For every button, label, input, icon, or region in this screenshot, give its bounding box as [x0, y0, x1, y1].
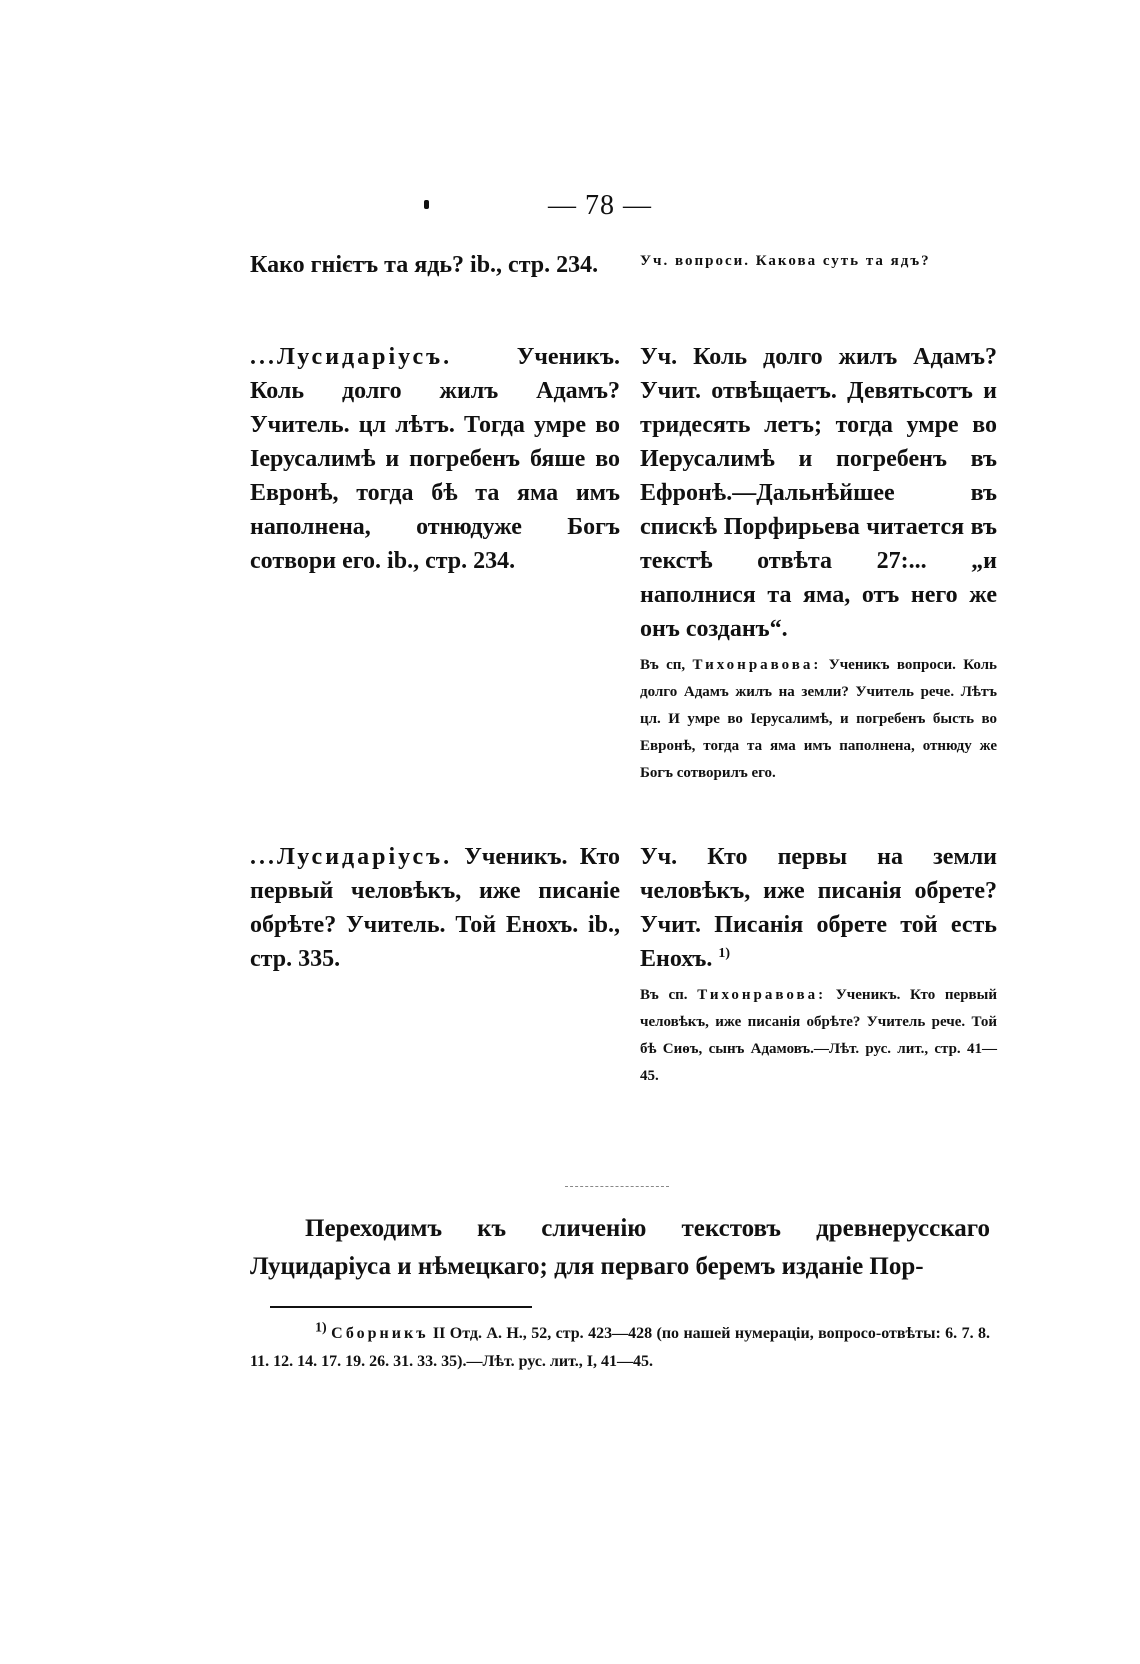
block-3-left-heading: ...Лусидаріусъ. — [250, 844, 453, 870]
page-number: — 78 — — [548, 190, 652, 221]
block-1-left — [250, 248, 620, 282]
block-3-note-author: Тихонравова: — [697, 987, 827, 1003]
footnote-text: II Отд. А. Н., 52, стр. 423—428 (по нашей нумераціи, вопросо-отвѣты: 6. 7. 8. 11. 12. 14. 17. 19. 26. 31. 33. 35).—Лѣт. рус. лит., I, 41—45. — [250, 1325, 991, 1370]
block-3-left-text — [250, 840, 620, 976]
block-2-right-text: Уч. Коль долго жилъ Адамъ? Учит. отвѣщаетъ. Девятьсотъ и тридесять летъ; тогда умре во Иерусалимѣ и погребенъ въ Ефронѣ.—Дальнѣйшее въ спискѣ Порфирьева читается въ текстѣ отвѣта 27:... „и наполнися та яма, отъ него же онъ созданъ“. — [640, 344, 997, 642]
block-3-left — [250, 840, 620, 976]
footnote-marker: 1) — [315, 1320, 327, 1336]
block-1-left-text: Како гнієтъ та ядь? ib., стр. 234. — [250, 252, 599, 278]
block-3-right-text — [640, 840, 997, 976]
block-2-note-body: Ученикъ вопроси. Коль долго Адамъ жилъ на земли? Учитель рече. Лѣтъ цл. И умре во Іерусалимѣ, и погребенъ бысть во Евронѣ, тогда та яма имъ паполнена, отнюду же Богъ сотворилъ его. — [640, 657, 997, 781]
block-3-note-body: Ученикъ. Кто первый человѣкъ, иже писанія обрѣте? Учитель рече. Той бѣ Сиѳъ, сынъ Адамовъ.—Лѣт. рус. лит., стр. 41—45. — [640, 987, 997, 1084]
footnote-source: Сборникъ — [331, 1325, 429, 1342]
footnote-reference: 1) — [718, 946, 730, 961]
block-2-left-text — [250, 340, 620, 578]
continuation-paragraph: Переходимъ къ сличенію текстовъ древнерусскаго Луцидаріуса и нѣмецкаго; для перваго беремъ изданіе Пор- — [250, 1215, 990, 1280]
block-2-right — [640, 340, 997, 787]
block-3-left-body: Ученикъ. Кто первый человѣкъ, иже писаніе обрѣте? Учитель. Той Енохъ. ib., стр. 335. — [250, 844, 620, 972]
block-2-right-note — [640, 652, 997, 787]
block-3-note-prefix: Въ сп. — [640, 987, 698, 1003]
block-2-left — [250, 340, 620, 578]
block-3-right-body: Уч. Кто первы на земли человѣкъ, иже писанія обрете? Учит. Писанія обрете той есть Енохъ. — [640, 844, 997, 972]
block-3-right-note — [640, 982, 997, 1090]
block-1-right-text: Уч. вопроси. Какова суть та ядъ? — [640, 253, 931, 269]
footnote — [250, 1320, 990, 1376]
block-2-left-heading: ...Лусидаріусъ. — [250, 344, 453, 370]
section-separator — [565, 1186, 669, 1187]
block-2-note-prefix: Въ сп, — [640, 657, 693, 673]
block-1-right — [640, 248, 997, 275]
block-2-note-author: Тихонравова: — [692, 657, 822, 673]
footnote-rule — [270, 1306, 532, 1308]
block-2-left-body: Ученикъ. Коль долго жилъ Адамъ? Учитель. цл лѣтъ. Тогда умре во Іерусалимѣ и погребенъ бяше во Евронѣ, тогда бѣ та яма имъ наполнена, отнюдуже Богъ сотвори его. ib., стр. 234. — [250, 344, 620, 574]
block-3-right — [640, 840, 997, 1090]
